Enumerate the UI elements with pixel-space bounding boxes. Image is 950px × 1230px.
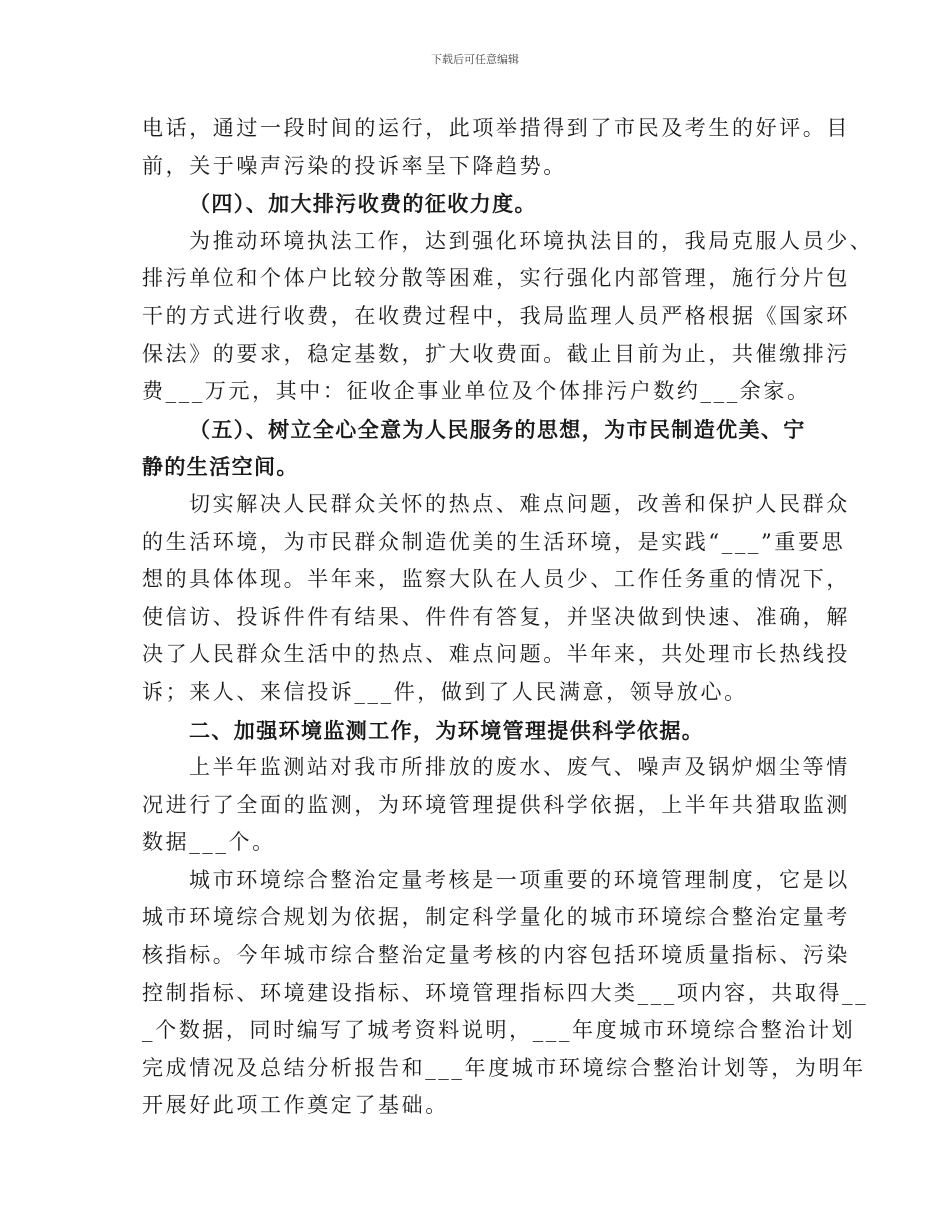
paragraph-line: 诉；来人、来信投诉___件，做到了人民满意，领导放心。 xyxy=(142,679,748,704)
paragraph-line: 城市环境综合规划为依据，制定科学量化的城市环境综合整治定量考 xyxy=(142,905,850,930)
paragraph-line: _个数据，同时编写了城考资料说明，___年度城市环境综合整治计划 xyxy=(142,1018,856,1043)
section-heading-line: （四）、加大排污收费的征收力度。 xyxy=(189,191,537,217)
page-header-note: 下载后可任意编辑 xyxy=(431,53,519,66)
document-body xyxy=(142,110,874,1125)
paragraph-line: 排污单位和个体户比较分散等困难，实行强化内部管理，施行分片包 xyxy=(142,266,850,291)
paragraph-line: 的生活环境，为市民群众制造优美的生活环境，是实践“___”重要思 xyxy=(142,529,846,554)
paragraph-line: 电话，通过一段时间的运行，此项举措得到了市民及考生的好评。目 xyxy=(142,116,850,140)
paragraph-line: 为推动环境执法工作，达到强化环境执法目的，我局克服人员少、 xyxy=(189,228,874,253)
paragraph-line: 前，关于噪声污染的投诉率呈下降趋势。 xyxy=(142,153,567,178)
paragraph-line: 城市环境综合整治定量考核是一项重要的环境管理制度，它是以 xyxy=(189,867,850,892)
section-heading-line: （五）、树立全心全意为人民服务的思想，为市民制造优美、宁 xyxy=(189,416,806,442)
paragraph-line: 数据___个。 xyxy=(142,830,276,855)
section-heading-line: 静的生活空间。 xyxy=(142,454,299,480)
paragraph-line: 切实解决人民群众关怀的热点、难点问题，改善和保护人民群众 xyxy=(189,491,850,516)
paragraph-line: 干的方式进行收费，在收费过程中，我局监理人员严格根据《国家环 xyxy=(142,303,850,328)
paragraph-line: 核指标。今年城市综合整治定量考核的内容包括环境质量指标、污染 xyxy=(142,943,850,968)
paragraph-line: 控制指标、环境建设指标、环境管理指标四大类___项内容，共取得__ xyxy=(142,980,869,1005)
section-heading-line: 二、加强环境监测工作，为环境管理提供科学依据。 xyxy=(189,717,705,743)
paragraph-line: 费___万元，其中：征收企事业单位及个体排污户数约___余家。 xyxy=(142,379,811,404)
paragraph-line: 况进行了全面的监测，为环境管理提供科学依据，上半年共猎取监测 xyxy=(142,792,850,817)
paragraph-line: 上半年监测站对我市所排放的废水、废气、噪声及锅炉烟尘等情 xyxy=(189,755,850,780)
paragraph-line: 保法》的要求，稳定基数，扩大收费面。截止目前为止，共催缴排污 xyxy=(142,341,850,366)
paragraph-line: 决了人民群众生活中的热点、难点问题。半年来，共处理市长热线投 xyxy=(142,642,850,667)
paragraph-line: 想的具体体现。半年来，监察大队在人员少、工作任务重的情况下， xyxy=(142,567,850,592)
paragraph-line: 开展好此项工作奠定了基础。 xyxy=(142,1093,449,1118)
paragraph-line: 完成情况及总结分析报告和___年度城市环境综合整治计划等，为明年 xyxy=(142,1055,866,1080)
paragraph-line: 使信访、投诉件件有结果、件件有答复，并坚决做到快速、准确，解 xyxy=(142,604,850,629)
